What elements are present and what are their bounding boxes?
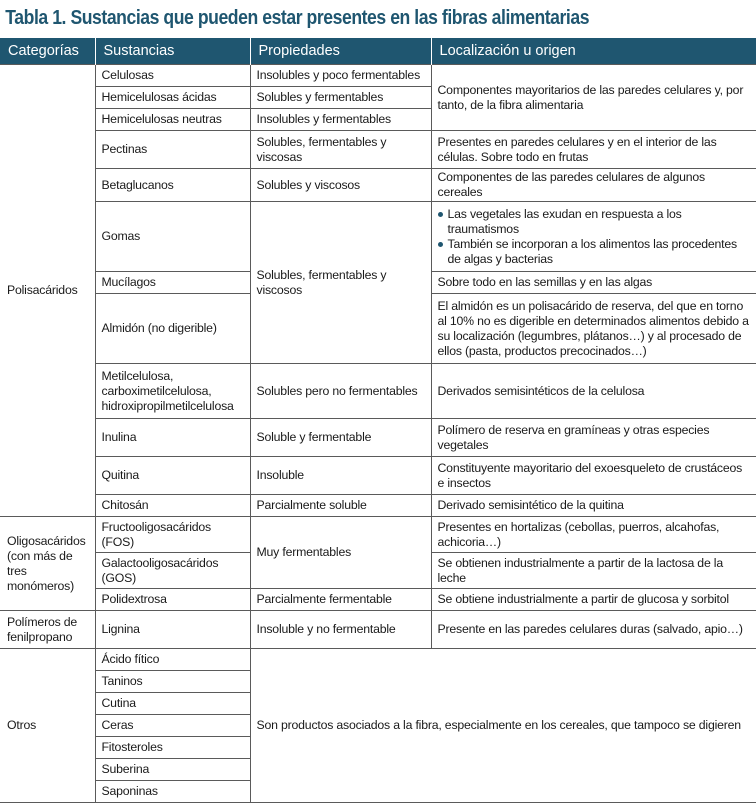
property-cell: Solubles y fermentables <box>250 87 431 109</box>
substance-cell: Saponinas <box>95 781 250 803</box>
substance-cell: Taninos <box>95 671 250 693</box>
table-title: Tabla 1. Sustancias que pueden estar presentes en las fibras alimentarias <box>5 7 590 29</box>
origin-cell: Derivado semisintético de la quitina <box>431 495 756 517</box>
origin-cell: El almidón es un polisacárido de reserva, del que en torno al 10% no es digerible en determinados alimentos debido a su localización (legumbres, plátanos…) y al procesado de ellos (pasta, productos precocinados…) <box>431 294 756 364</box>
substance-cell: Fitosteroles <box>95 737 250 759</box>
substance-cell: Ceras <box>95 715 250 737</box>
substance-cell: Fructooligosacáridos (FOS) <box>95 517 250 553</box>
substance-cell: Hemicelulosas neutras <box>95 109 250 131</box>
property-cell: Insolubles y poco fermentables <box>250 65 431 87</box>
table-row <box>0 611 756 649</box>
property-cell: Insoluble y no fermentable <box>250 611 431 649</box>
origin-cell: Presentes en paredes celulares y en el interior de las células. Sobre todo en frutas <box>431 131 756 169</box>
origin-cell-otros: Son productos asociados a la fibra, especialmente en los cereales, que tampoco se digieren <box>250 649 756 803</box>
substance-cell: Almidón (no digerible) <box>95 294 250 364</box>
property-cell: Soluble y fermentable <box>250 419 431 457</box>
origin-cell: Componentes de las paredes celulares de algunos cereales <box>431 169 756 202</box>
origin-cell: Presente en las paredes celulares duras (salvado, apio…) <box>431 611 756 649</box>
list-item: Las vegetales las exudan en respuesta a los traumatismos <box>438 207 751 237</box>
header-propiedades: Propiedades <box>250 38 431 65</box>
property-cell: Muy fermentables <box>250 517 431 589</box>
substance-cell: Galactooligosacáridos (GOS) <box>95 553 250 589</box>
list-item: También se incorporan a los alimentos las procedentes de algas y bacterias <box>438 237 751 267</box>
table-row <box>0 649 756 671</box>
substance-cell: Ácido fítico <box>95 649 250 671</box>
substance-cell: Metilcelulosa, carboximetilcelulosa, hidroxipropilmetilcelulosa <box>95 364 250 419</box>
category-oligosacaridos: Oligosacáridos (con más de tres monómeros) <box>0 517 95 611</box>
substance-cell: Pectinas <box>95 131 250 169</box>
table-row <box>0 589 756 611</box>
origin-cell: Derivados semisintéticos de la celulosa <box>431 364 756 419</box>
substance-cell: Gomas <box>95 202 250 272</box>
origin-cell: Polímero de reserva en gramíneas y otras especies vegetales <box>431 419 756 457</box>
table-header <box>0 38 756 65</box>
table-row <box>0 419 756 457</box>
substance-cell: Hemicelulosas ácidas <box>95 87 250 109</box>
fiber-substances-table <box>0 38 756 803</box>
substance-cell: Celulosas <box>95 65 250 87</box>
substance-cell: Quitina <box>95 457 250 495</box>
table-row <box>0 457 756 495</box>
origin-cell: Constituyente mayoritario del exoesqueleto de crustáceos e insectos <box>431 457 756 495</box>
origin-cell: Se obtienen industrialmente a partir de la lactosa de la leche <box>431 553 756 589</box>
substance-cell: Chitosán <box>95 495 250 517</box>
table-row <box>0 65 756 87</box>
property-cell: Solubles y viscosos <box>250 169 431 202</box>
table-row <box>0 517 756 553</box>
header-localizacion: Localización u origen <box>431 38 756 65</box>
substance-cell: Lignina <box>95 611 250 649</box>
origin-cell: Componentes mayoritarios de las paredes celulares y, por tanto, de la fibra alimentaria <box>431 65 756 131</box>
category-otros: Otros <box>0 649 95 803</box>
origin-cell: Se obtiene industrialmente a partir de glucosa y sorbitol <box>431 589 756 611</box>
substance-cell: Inulina <box>95 419 250 457</box>
header-sustancias: Sustancias <box>95 38 250 65</box>
property-cell: Insoluble <box>250 457 431 495</box>
header-categorias: Categorías <box>0 38 95 65</box>
substance-cell: Cutina <box>95 693 250 715</box>
gomas-origin-list <box>438 207 751 267</box>
substance-cell: Betaglucanos <box>95 169 250 202</box>
property-cell: Parcialmente fermentable <box>250 589 431 611</box>
property-cell: Parcialmente soluble <box>250 495 431 517</box>
substance-cell: Suberina <box>95 759 250 781</box>
category-polimeros: Polímeros de fenilpropano <box>0 611 95 649</box>
substance-cell: Mucílagos <box>95 272 250 294</box>
substance-cell: Polidextrosa <box>95 589 250 611</box>
origin-cell <box>431 202 756 272</box>
table-row <box>0 364 756 419</box>
table-row <box>0 169 756 202</box>
table-row <box>0 495 756 517</box>
table-row <box>0 131 756 169</box>
category-polisacaridos: Polisacáridos <box>0 65 95 517</box>
table-row <box>0 202 756 272</box>
origin-cell: Sobre todo en las semillas y en las algas <box>431 272 756 294</box>
property-cell: Solubles, fermentables y viscosos <box>250 202 431 364</box>
property-cell: Solubles pero no fermentables <box>250 364 431 419</box>
origin-cell: Presentes en hortalizas (cebollas, puerros, alcahofas, achicoria…) <box>431 517 756 553</box>
property-cell: Insolubles y fermentables <box>250 109 431 131</box>
property-cell: Solubles, fermentables y viscosas <box>250 131 431 169</box>
